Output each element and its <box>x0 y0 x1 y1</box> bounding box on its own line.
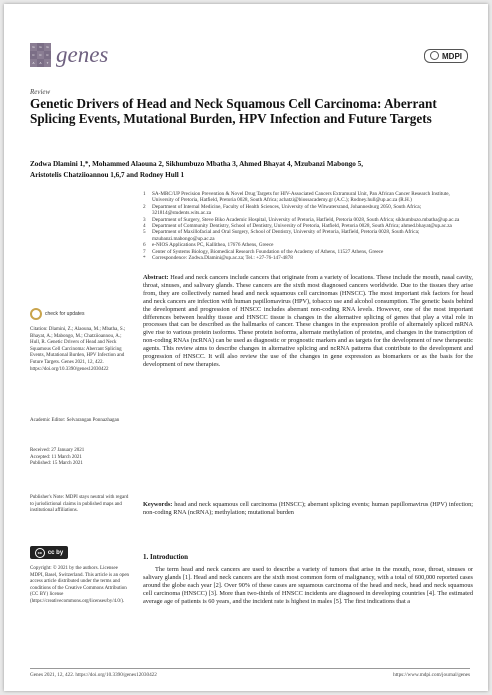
academic-editor: Academic Editor: Selvarangan Ponnazhagan <box>30 418 120 423</box>
article-title: Genetic Drivers of Head and Neck Squamous Cell Carcinoma: Aberrant Splicing Events, Mutational Burden, HPV Infection and Future Targets <box>30 96 437 126</box>
journal-logo: G G G C C C A A T <box>30 43 51 68</box>
affiliations <box>143 191 473 261</box>
abstract-text: Head and neck cancers include cancers that originate from a variety of locations. These include the mouth, nasal cavity, throat, sinuses, and salivary glands. These cancers are the sixth most diagnosed cancers worldwide. Due to the tissues they arise from, they are collectively named head and neck squamous cell carcinomas (HNSCC). The most important risk factors for head and neck cancers are infection with human papillomavirus (HPV), tobacco use and alcohol consumption. The genetic basis behind the development and progression of HNSCC includes aberrant non-coding RNA levels. However, one of the most important differences between healthy tissue and HNSCC tissue is changes in the alternative splicing of genes that play a vital role in processes that can be described as the hallmarks of cancer. These changes in the expression profile of alternately spliced mRNA give rise to various protein isoforms. These protein isoforms, alternate methylation of proteins, and changes in the transcription of non-coding RNAs (ncRNA) can be used as diagnostic or prognostic markers and as targets for the development of new therapeutic agents. This review aims to describe changes in alternative splicing and ncRNA patterns that contribute to the development and progression of HNSCC. It will also review the use of the changes in gene expression as biomarkers or as the basis for the development of new therapies. <box>143 274 473 368</box>
footer-journal-url[interactable]: https://www.mdpi.com/journal/genes <box>393 672 470 678</box>
journal-name: genes <box>56 42 109 67</box>
affiliation-text: Department of Internal Medicine, Faculty of Health Sciences, University of the Witwatersrand, Johannesburg 2050, South Africa; 321814@students.wits.ac.za <box>152 203 422 217</box>
cc-icon: cc <box>35 548 45 558</box>
copyright-notice: Copyright: © 2021 by the authors. Licensee MDPI, Basel, Switzerland. This article is an open access article distributed under the terms and conditions of the Creative Commons Attribution (CC BY) license (https://creativecommons.org/licenses/by/4.0/). <box>30 566 130 604</box>
footer-citation[interactable]: Genes 2021, 12, 422. https://doi.org/10.3390/genes12030422 <box>30 672 157 678</box>
abstract <box>143 274 473 369</box>
affiliation-text: Department of Maxillofacial and Oral Surgery, School of Dentistry, University of Pretoria, Hatfield, Pretoria 0028, South Africa; mzubanzi.mabongo@up.ac.za <box>152 229 420 242</box>
authors-line-2: Aristotelis Chatziioannou 1,6,7 and Rodney Hull 1 <box>30 171 185 179</box>
affiliation-item <box>143 229 473 242</box>
received-date: Received: 27 January 2021 <box>30 448 85 453</box>
author-list <box>30 159 470 181</box>
footer-divider <box>30 668 470 669</box>
affiliation-item <box>143 191 473 204</box>
keywords-text: head and neck squamous cell carcinoma (HNSCC); aberrant splicing events; human papillomavirus (HPV) infection; non-coding RNA (ncRNA); methylation; mutational burden <box>143 501 473 516</box>
affiliation-number: * <box>143 255 146 262</box>
affiliation-text: Correspondence: Zodwa.Dlamini@up.ac.za; Tel.: +27-76-147-4878 <box>152 255 293 262</box>
affiliation-item <box>143 204 473 217</box>
affiliation-number: 6 <box>143 242 146 249</box>
affiliation-number: 4 <box>143 223 146 230</box>
publication-dates <box>30 448 130 468</box>
section-heading: 1. Introduction <box>143 553 188 561</box>
publisher-note: Publisher's Note: MDPI stays neutral with regard to jurisdictional claims in published maps and institutional affiliations. <box>30 495 129 514</box>
check-updates-icon <box>30 308 42 320</box>
affiliation-number: 5 <box>143 229 146 236</box>
affiliation-item <box>143 255 473 261</box>
published-date: Published: 15 March 2021 <box>30 461 83 467</box>
affiliation-number: 2 <box>143 203 146 210</box>
abstract-label: Abstract: <box>143 274 169 281</box>
affiliation-text: Department of Surgery, Steve Biko Academic Hospital, University of Pretoria, Hatfield, Pretoria 0028, South Africa; sikhumbuzo.mbatha@up.ac.za <box>152 216 460 223</box>
document-page <box>4 4 488 691</box>
cc-by-license-badge[interactable]: cc cc by <box>30 546 68 559</box>
affiliation-text: Center of Systems Biology, Biomedical Research Foundation of the Academy of Athens, 11527 Athens, Greece <box>152 248 384 255</box>
article-type: Review <box>30 88 51 96</box>
introduction-text: The term head and neck cancers are used to describe a variety of tumors that arise in the mouth, nose, throat, sinuses or salivary glands [1]. Head and neck cancers are the sixth most common form of malignancy, with a total of 600,000 reported cases around the globe each year [2]. Over 90% of these cases are squamous carcinoma of the head and neck, head and neck squamous cell carcinoma (HNSCC) [3]. More than two-thirds of HNSCC incidents are diagnosed in developing countries [4]. The estimated average age of patients is 60 years, and the incident rate is highest in males [5]. The first indications that a <box>143 566 473 605</box>
affiliation-text: Department of Community Dentistry, School of Dentistry, University of Pretoria, Hatfield, Pretoria 0028, South Africa; ahmed.bhayat@up.ac.za <box>152 223 452 230</box>
page-footer <box>30 672 470 678</box>
affiliation-number: 1 <box>143 191 146 197</box>
affiliation-text: e-NIOS Applications PC, Kallithea, 17676 Athens, Greece <box>152 242 274 249</box>
accepted-date: Accepted: 11 March 2021 <box>30 454 82 460</box>
affiliation-number: 7 <box>143 248 146 255</box>
authors-line-1: Zodwa Dlamini 1,*, Mohammed Alaouna 2, Sikhumbuzo Mbatha 3, Ahmed Bhayat 4, Mzubanzi Mabongo 5, <box>30 160 364 168</box>
publisher-logo: MDPI <box>424 49 468 63</box>
keywords <box>143 501 473 517</box>
affiliation-number: 3 <box>143 216 146 223</box>
affiliation-text: SA-MRC/UP Precision Prevention & Novel Drug Targets for HIV-Associated Cancers Extramural Unit, Pan African Cancer Research Institute, University of Pretoria, Hatfield, Pretoria 0028, South Africa; achatzi@biossacademy.gr (A.C.); Rodney.hull@up.ac.za (R.H.) <box>152 191 450 204</box>
check-for-updates-badge[interactable]: check for updates <box>30 308 84 320</box>
keywords-label: Keywords: <box>143 501 173 508</box>
citation-text: Citation: Dlamini, Z.; Alaouna, M.; Mbatha, S.; Bhayat, A.; Mabongo, M.; Chatziioannou, A.; Hull, R. Genetic Drivers of Head and Neck Squamous Cell Carcinoma: Aberrant Splicing Events, Mutational Burden, HPV Infection and Future Targets. Genes 2021, 12, 422. https://doi.org/10.3390/genes12030422 <box>30 327 126 372</box>
